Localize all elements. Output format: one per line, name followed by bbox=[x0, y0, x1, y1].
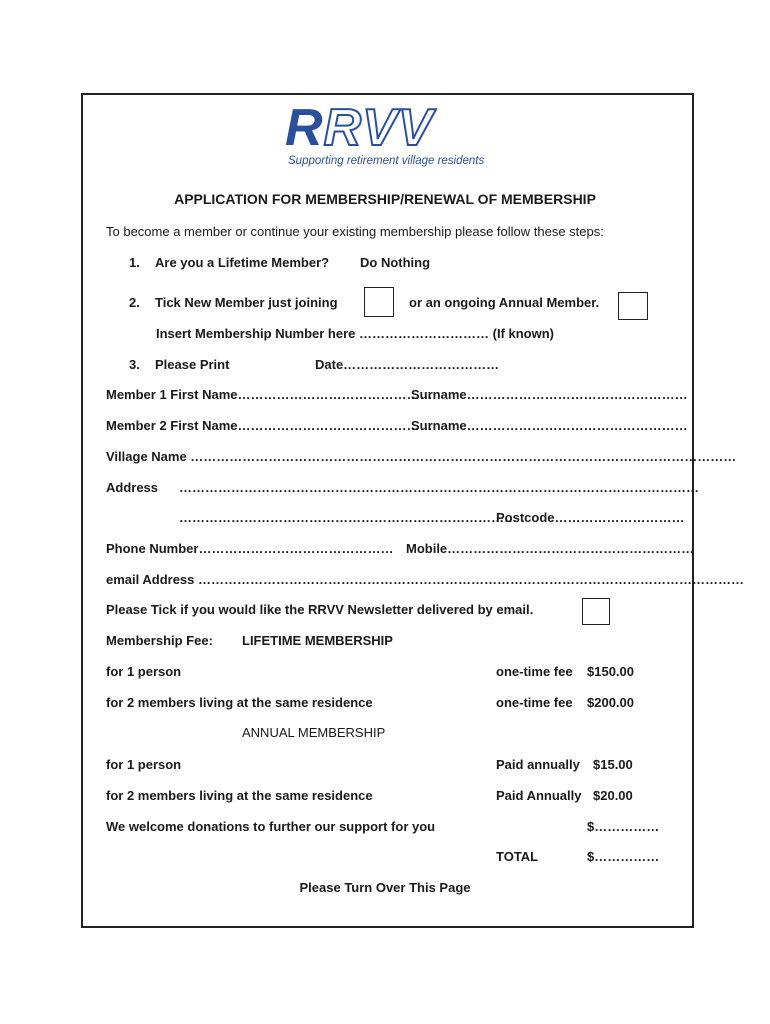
annual-heading: ANNUAL MEMBERSHIP bbox=[242, 725, 386, 740]
logo-letter-r: R bbox=[285, 99, 324, 157]
lifetime-1-desc: for 1 person bbox=[106, 664, 182, 679]
step-1-number: 1. bbox=[129, 255, 140, 270]
total-label: TOTAL bbox=[496, 849, 539, 864]
date-field[interactable]: Date……………………………… bbox=[315, 357, 500, 372]
annual-2-desc: for 2 members living at the same residence bbox=[106, 788, 373, 803]
annual-1-type: Paid annually bbox=[496, 757, 580, 772]
logo-letters-rvv: RVV bbox=[323, 99, 434, 157]
annual-2-amount: $20.00 bbox=[593, 788, 633, 803]
step-3-number: 3. bbox=[129, 357, 140, 372]
member-2-surname-field[interactable]: Surname…………………………………………… bbox=[411, 418, 688, 433]
annual-1-desc: for 1 person bbox=[106, 757, 182, 772]
annual-2-type: Paid Annually bbox=[496, 788, 582, 803]
address-line-1-field[interactable]: ………………………………………………………………………………………………………… bbox=[179, 480, 699, 495]
donation-amount-field[interactable]: $…………… bbox=[587, 819, 660, 834]
lifetime-heading: LIFETIME MEMBERSHIP bbox=[242, 633, 393, 648]
form-title: APPLICATION FOR MEMBERSHIP/RENEWAL OF MEMBERSHIP bbox=[174, 191, 596, 207]
membership-fee-label: Membership Fee: bbox=[106, 633, 213, 648]
donation-text: We welcome donations to further our support for you bbox=[106, 819, 436, 834]
mobile-field[interactable]: Mobile………………………………………………… bbox=[406, 541, 695, 556]
new-member-checkbox[interactable] bbox=[364, 287, 394, 317]
lifetime-1-type: one-time fee bbox=[496, 664, 573, 679]
logo-tagline: Supporting retirement village residents bbox=[288, 155, 485, 167]
total-amount-field[interactable]: $…………… bbox=[587, 849, 660, 864]
step-2-alt: or an ongoing Annual Member. bbox=[409, 295, 600, 310]
footer-note: Please Turn Over This Page bbox=[299, 880, 471, 895]
lifetime-2-desc: for 2 members living at the same residence bbox=[106, 695, 373, 710]
annual-member-checkbox[interactable] bbox=[618, 292, 648, 320]
member-1-surname-field[interactable]: Surname…………………………………………… bbox=[411, 387, 688, 402]
step-3-text: Please Print bbox=[155, 357, 230, 372]
member-2-first-name-field[interactable]: Member 2 First Name……………………………………… bbox=[106, 418, 433, 433]
step-1-text: Are you a Lifetime Member? bbox=[155, 255, 330, 270]
phone-number-field[interactable]: Phone Number……………………………………… bbox=[106, 541, 394, 556]
lifetime-2-type: one-time fee bbox=[496, 695, 573, 710]
postcode-field[interactable]: Postcode………………………… bbox=[496, 510, 685, 525]
email-address-field[interactable]: email Address ……………………………………………………………………………………………………………… bbox=[106, 572, 745, 587]
annual-1-amount: $15.00 bbox=[593, 757, 633, 772]
membership-number-field[interactable]: Insert Membership Number here ………………………… (If known) bbox=[156, 326, 554, 341]
village-name-field[interactable]: Village Name ……………………………………………………………………………………………………………… bbox=[106, 449, 737, 464]
lifetime-1-amount: $150.00 bbox=[587, 664, 634, 679]
step-2-text: Tick New Member just joining bbox=[155, 295, 338, 310]
address-line-2-field[interactable]: …………………………………………………………………… bbox=[179, 510, 517, 525]
logo-wordmark bbox=[285, 100, 433, 156]
step-2-number: 2. bbox=[129, 295, 140, 310]
address-label: Address bbox=[106, 480, 159, 495]
intro-text: To become a member or continue your existing membership please follow these steps: bbox=[106, 224, 604, 239]
member-1-first-name-field[interactable]: Member 1 First Name……………………………………… bbox=[106, 387, 433, 402]
newsletter-text: Please Tick if you would like the RRVV Newsletter delivered by email. bbox=[106, 602, 534, 617]
lifetime-2-amount: $200.00 bbox=[587, 695, 634, 710]
step-1-action: Do Nothing bbox=[360, 255, 431, 270]
newsletter-checkbox[interactable] bbox=[582, 598, 610, 625]
